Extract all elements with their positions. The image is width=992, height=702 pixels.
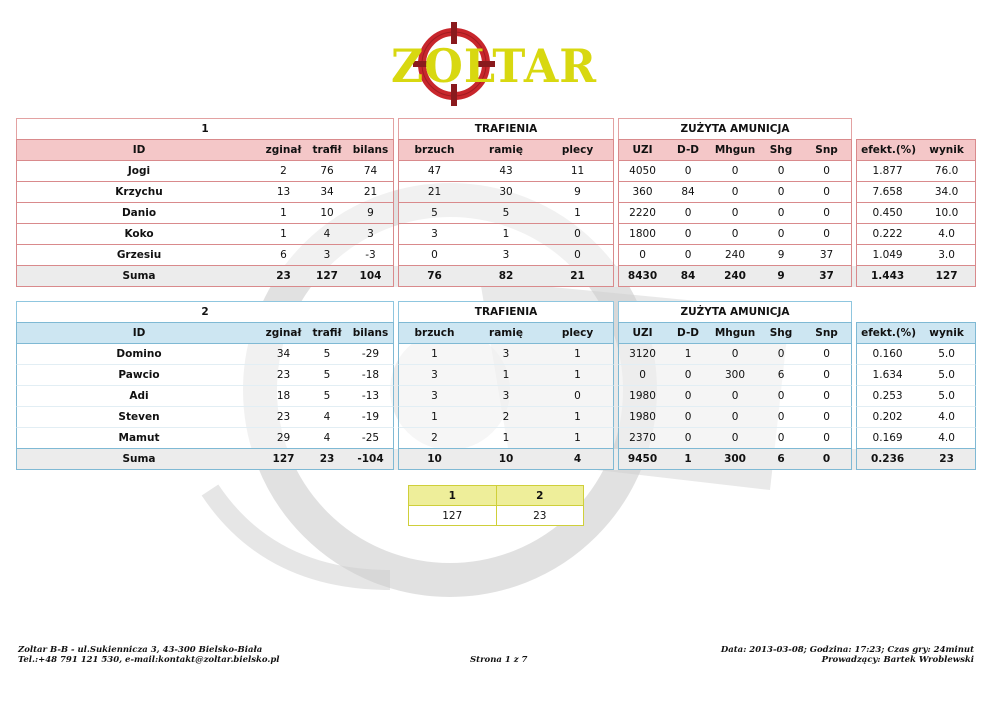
footer-host: Prowadzący: Bartek Wroblewski: [821, 655, 974, 665]
cell-mhgun: 0: [710, 224, 760, 245]
cell-uzi: 3120: [618, 344, 666, 365]
col-shg: Shg: [760, 139, 802, 161]
score-team2-label: 2: [496, 486, 584, 506]
table-row: [16, 365, 976, 386]
cell-uzi: 1980: [618, 386, 666, 407]
cell-id: Mamut: [16, 428, 261, 449]
cell-died: 23: [261, 365, 306, 386]
col-back: plecy: [542, 322, 614, 344]
cell-hit: 10: [306, 203, 348, 224]
cell-uzi: 1800: [618, 224, 666, 245]
cell-belly: 1: [398, 344, 470, 365]
cell-hit: 4: [306, 407, 348, 428]
table-row: [16, 182, 976, 203]
cell-balance: -13: [348, 386, 394, 407]
cell-back: 1: [542, 203, 614, 224]
cell-balance: -3: [348, 245, 394, 266]
cell-hit: 4: [306, 428, 348, 449]
col-score: wynik: [918, 139, 976, 161]
cell-back: 0: [542, 245, 614, 266]
col-eff: efekt.(%): [856, 139, 918, 161]
zoltar-logo: [385, 18, 605, 106]
cell-score: 4.0: [918, 407, 976, 428]
cell-died: 127: [261, 449, 306, 470]
cell-mhgun: 0: [710, 182, 760, 203]
col-id: ID: [16, 139, 261, 161]
group-header-row: [16, 301, 976, 322]
cell-id: Suma: [16, 266, 261, 287]
cell-eff: 1.049: [856, 245, 918, 266]
cell-shg: 0: [760, 428, 802, 449]
cell-shg: 6: [760, 449, 802, 470]
table-row: [16, 428, 976, 449]
cell-back: 11: [542, 161, 614, 182]
table-row: [16, 407, 976, 428]
cell-dd: 0: [666, 428, 710, 449]
cell-shg: 9: [760, 245, 802, 266]
col-dd: D-D: [666, 322, 710, 344]
cell-dd: 84: [666, 182, 710, 203]
cell-back: 0: [542, 386, 614, 407]
team-label: 1: [16, 118, 394, 139]
cell-mhgun: 0: [710, 386, 760, 407]
cell-mhgun: 300: [710, 449, 760, 470]
cell-dd: 84: [666, 266, 710, 287]
cell-mhgun: 300: [710, 365, 760, 386]
cell-snp: 0: [802, 161, 852, 182]
cell-dd: 0: [666, 203, 710, 224]
footer-game-info: [721, 645, 974, 665]
cell-balance: 104: [348, 266, 394, 287]
cell-hit: 5: [306, 386, 348, 407]
cell-uzi: 360: [618, 182, 666, 203]
cell-balance: -29: [348, 344, 394, 365]
col-arm: ramię: [470, 139, 542, 161]
group-hits-header: TRAFIENIA: [398, 301, 614, 322]
cell-snp: 37: [802, 266, 852, 287]
cell-eff: 1.877: [856, 161, 918, 182]
cell-id: Domino: [16, 344, 261, 365]
cell-balance: 9: [348, 203, 394, 224]
cell-arm: 3: [470, 344, 542, 365]
cell-score: 5.0: [918, 365, 976, 386]
col-balance: bilans: [348, 139, 394, 161]
cell-belly: 3: [398, 386, 470, 407]
cell-eff: 0.253: [856, 386, 918, 407]
group-hits-header: TRAFIENIA: [398, 118, 614, 139]
col-snp: Snp: [802, 322, 852, 344]
col-mhgun: Mhgun: [710, 139, 760, 161]
cell-mhgun: 0: [710, 407, 760, 428]
cell-died: 29: [261, 428, 306, 449]
col-died: zginał: [261, 322, 306, 344]
cell-arm: 82: [470, 266, 542, 287]
cell-belly: 5: [398, 203, 470, 224]
cell-id: Jogi: [16, 161, 261, 182]
cell-uzi: 1980: [618, 407, 666, 428]
cell-arm: 2: [470, 407, 542, 428]
score-team1-label: 1: [409, 486, 497, 506]
cell-snp: 0: [802, 203, 852, 224]
cell-hit: 4: [306, 224, 348, 245]
cell-snp: 0: [802, 182, 852, 203]
cell-snp: 37: [802, 245, 852, 266]
cell-died: 23: [261, 407, 306, 428]
cell-id: Krzychu: [16, 182, 261, 203]
cell-belly: 10: [398, 449, 470, 470]
cell-score: 5.0: [918, 344, 976, 365]
cell-shg: 0: [760, 161, 802, 182]
col-died: zginał: [261, 139, 306, 161]
cell-dd: 0: [666, 161, 710, 182]
col-eff: efekt.(%): [856, 322, 918, 344]
cell-id: Koko: [16, 224, 261, 245]
cell-eff: 0.450: [856, 203, 918, 224]
cell-eff: 1.443: [856, 266, 918, 287]
column-header-row: [16, 322, 976, 344]
col-uzi: UZI: [618, 139, 666, 161]
col-mhgun: Mhgun: [710, 322, 760, 344]
cell-mhgun: 0: [710, 161, 760, 182]
cell-shg: 0: [760, 386, 802, 407]
cell-snp: 0: [802, 365, 852, 386]
cell-shg: 0: [760, 203, 802, 224]
footer-address: Zoltar B-B - ul.Sukiennicza 3, 43-300 Bielsko-Biała: [18, 645, 263, 655]
table-row: [16, 386, 976, 407]
col-arm: ramię: [470, 322, 542, 344]
col-hit: trafił: [306, 322, 348, 344]
cell-belly: 3: [398, 224, 470, 245]
table-row: [16, 203, 976, 224]
cell-mhgun: 240: [710, 266, 760, 287]
cell-balance: -104: [348, 449, 394, 470]
group-ammo-header: ZUŻYTA AMUNICJA: [618, 118, 852, 139]
cell-dd: 1: [666, 344, 710, 365]
cell-died: 6: [261, 245, 306, 266]
cell-id: Pawcio: [16, 365, 261, 386]
cell-score: 76.0: [918, 161, 976, 182]
cell-hit: 76: [306, 161, 348, 182]
cell-mhgun: 0: [710, 428, 760, 449]
cell-score: 3.0: [918, 245, 976, 266]
final-score-table: [408, 485, 584, 526]
cell-arm: 1: [470, 365, 542, 386]
col-back: plecy: [542, 139, 614, 161]
table-row: [16, 161, 976, 182]
cell-dd: 0: [666, 386, 710, 407]
cell-snp: 0: [802, 428, 852, 449]
sum-row: [16, 266, 976, 287]
col-hit: trafił: [306, 139, 348, 161]
cell-died: 23: [261, 266, 306, 287]
cell-eff: 0.160: [856, 344, 918, 365]
team-1-table: [16, 118, 976, 287]
cell-arm: 30: [470, 182, 542, 203]
cell-balance: 74: [348, 161, 394, 182]
cell-id: Suma: [16, 449, 261, 470]
cell-hit: 5: [306, 365, 348, 386]
column-header-row: [16, 139, 976, 161]
cell-died: 13: [261, 182, 306, 203]
cell-uzi: 9450: [618, 449, 666, 470]
cell-hit: 5: [306, 344, 348, 365]
col-shg: Shg: [760, 322, 802, 344]
cell-shg: 0: [760, 224, 802, 245]
cell-shg: 0: [760, 407, 802, 428]
table-row: [16, 245, 976, 266]
cell-id: Steven: [16, 407, 261, 428]
cell-arm: 5: [470, 203, 542, 224]
sum-row: [16, 449, 976, 470]
cell-id: Grzesiu: [16, 245, 261, 266]
cell-eff: 0.222: [856, 224, 918, 245]
footer-contact: [18, 645, 280, 665]
cell-back: 0: [542, 224, 614, 245]
cell-belly: 47: [398, 161, 470, 182]
cell-snp: 0: [802, 449, 852, 470]
cell-died: 2: [261, 161, 306, 182]
cell-eff: 0.236: [856, 449, 918, 470]
cell-balance: 21: [348, 182, 394, 203]
cell-dd: 0: [666, 365, 710, 386]
cell-score: 5.0: [918, 386, 976, 407]
cell-id: Adi: [16, 386, 261, 407]
cell-shg: 0: [760, 344, 802, 365]
col-belly: brzuch: [398, 322, 470, 344]
cell-back: 4: [542, 449, 614, 470]
cell-shg: 9: [760, 266, 802, 287]
cell-died: 34: [261, 344, 306, 365]
cell-died: 1: [261, 203, 306, 224]
col-belly: brzuch: [398, 139, 470, 161]
cell-belly: 2: [398, 428, 470, 449]
group-header-row: [16, 118, 976, 139]
logo-text: ZOLTAR: [391, 39, 597, 93]
cell-back: 1: [542, 365, 614, 386]
cell-id: Danio: [16, 203, 261, 224]
footer-page-number: Strona 1 z 7: [470, 655, 528, 665]
cell-back: 21: [542, 266, 614, 287]
cell-dd: 0: [666, 224, 710, 245]
cell-balance: -18: [348, 365, 394, 386]
cell-shg: 0: [760, 182, 802, 203]
cell-eff: 1.634: [856, 365, 918, 386]
cell-back: 9: [542, 182, 614, 203]
cell-snp: 0: [802, 386, 852, 407]
group-ammo-header: ZUŻYTA AMUNICJA: [618, 301, 852, 322]
cell-dd: 0: [666, 245, 710, 266]
cell-uzi: 4050: [618, 161, 666, 182]
cell-belly: 76: [398, 266, 470, 287]
cell-arm: 10: [470, 449, 542, 470]
col-uzi: UZI: [618, 322, 666, 344]
cell-hit: 34: [306, 182, 348, 203]
cell-uzi: 2220: [618, 203, 666, 224]
cell-mhgun: 240: [710, 245, 760, 266]
cell-belly: 3: [398, 365, 470, 386]
cell-uzi: 2370: [618, 428, 666, 449]
cell-belly: 0: [398, 245, 470, 266]
cell-hit: 127: [306, 266, 348, 287]
cell-balance: -25: [348, 428, 394, 449]
cell-shg: 6: [760, 365, 802, 386]
cell-eff: 0.169: [856, 428, 918, 449]
table-row: [16, 224, 976, 245]
cell-dd: 0: [666, 407, 710, 428]
col-snp: Snp: [802, 139, 852, 161]
cell-hit: 3: [306, 245, 348, 266]
cell-score: 10.0: [918, 203, 976, 224]
footer-phone-email: Tel.:+48 791 121 530, e-mail:kontakt@zoltar.bielsko.pl: [18, 655, 280, 665]
col-score: wynik: [918, 322, 976, 344]
cell-score: 23: [918, 449, 976, 470]
cell-mhgun: 0: [710, 344, 760, 365]
cell-arm: 43: [470, 161, 542, 182]
cell-eff: 0.202: [856, 407, 918, 428]
cell-balance: -19: [348, 407, 394, 428]
cell-eff: 7.658: [856, 182, 918, 203]
cell-died: 18: [261, 386, 306, 407]
cell-back: 1: [542, 344, 614, 365]
cell-score: 4.0: [918, 428, 976, 449]
cell-uzi: 0: [618, 245, 666, 266]
cell-snp: 0: [802, 407, 852, 428]
cell-hit: 23: [306, 449, 348, 470]
cell-dd: 1: [666, 449, 710, 470]
cell-snp: 0: [802, 224, 852, 245]
col-id: ID: [16, 322, 261, 344]
cell-back: 1: [542, 428, 614, 449]
col-dd: D-D: [666, 139, 710, 161]
cell-arm: 3: [470, 386, 542, 407]
col-balance: bilans: [348, 322, 394, 344]
cell-arm: 1: [470, 224, 542, 245]
cell-score: 34.0: [918, 182, 976, 203]
cell-back: 1: [542, 407, 614, 428]
cell-belly: 1: [398, 407, 470, 428]
cell-belly: 21: [398, 182, 470, 203]
footer-date-time: Data: 2013-03-08; Godzina: 17:23; Czas gry: 24minut: [720, 645, 974, 655]
cell-arm: 1: [470, 428, 542, 449]
cell-balance: 3: [348, 224, 394, 245]
cell-arm: 3: [470, 245, 542, 266]
score-team2-value: 23: [496, 506, 584, 526]
cell-mhgun: 0: [710, 203, 760, 224]
team-2-table: [16, 301, 976, 470]
cell-score: 4.0: [918, 224, 976, 245]
cell-snp: 0: [802, 344, 852, 365]
cell-score: 127: [918, 266, 976, 287]
team-label: 2: [16, 301, 394, 322]
cell-uzi: 0: [618, 365, 666, 386]
score-team1-value: 127: [409, 506, 497, 526]
cell-uzi: 8430: [618, 266, 666, 287]
table-row: [16, 344, 976, 365]
cell-died: 1: [261, 224, 306, 245]
